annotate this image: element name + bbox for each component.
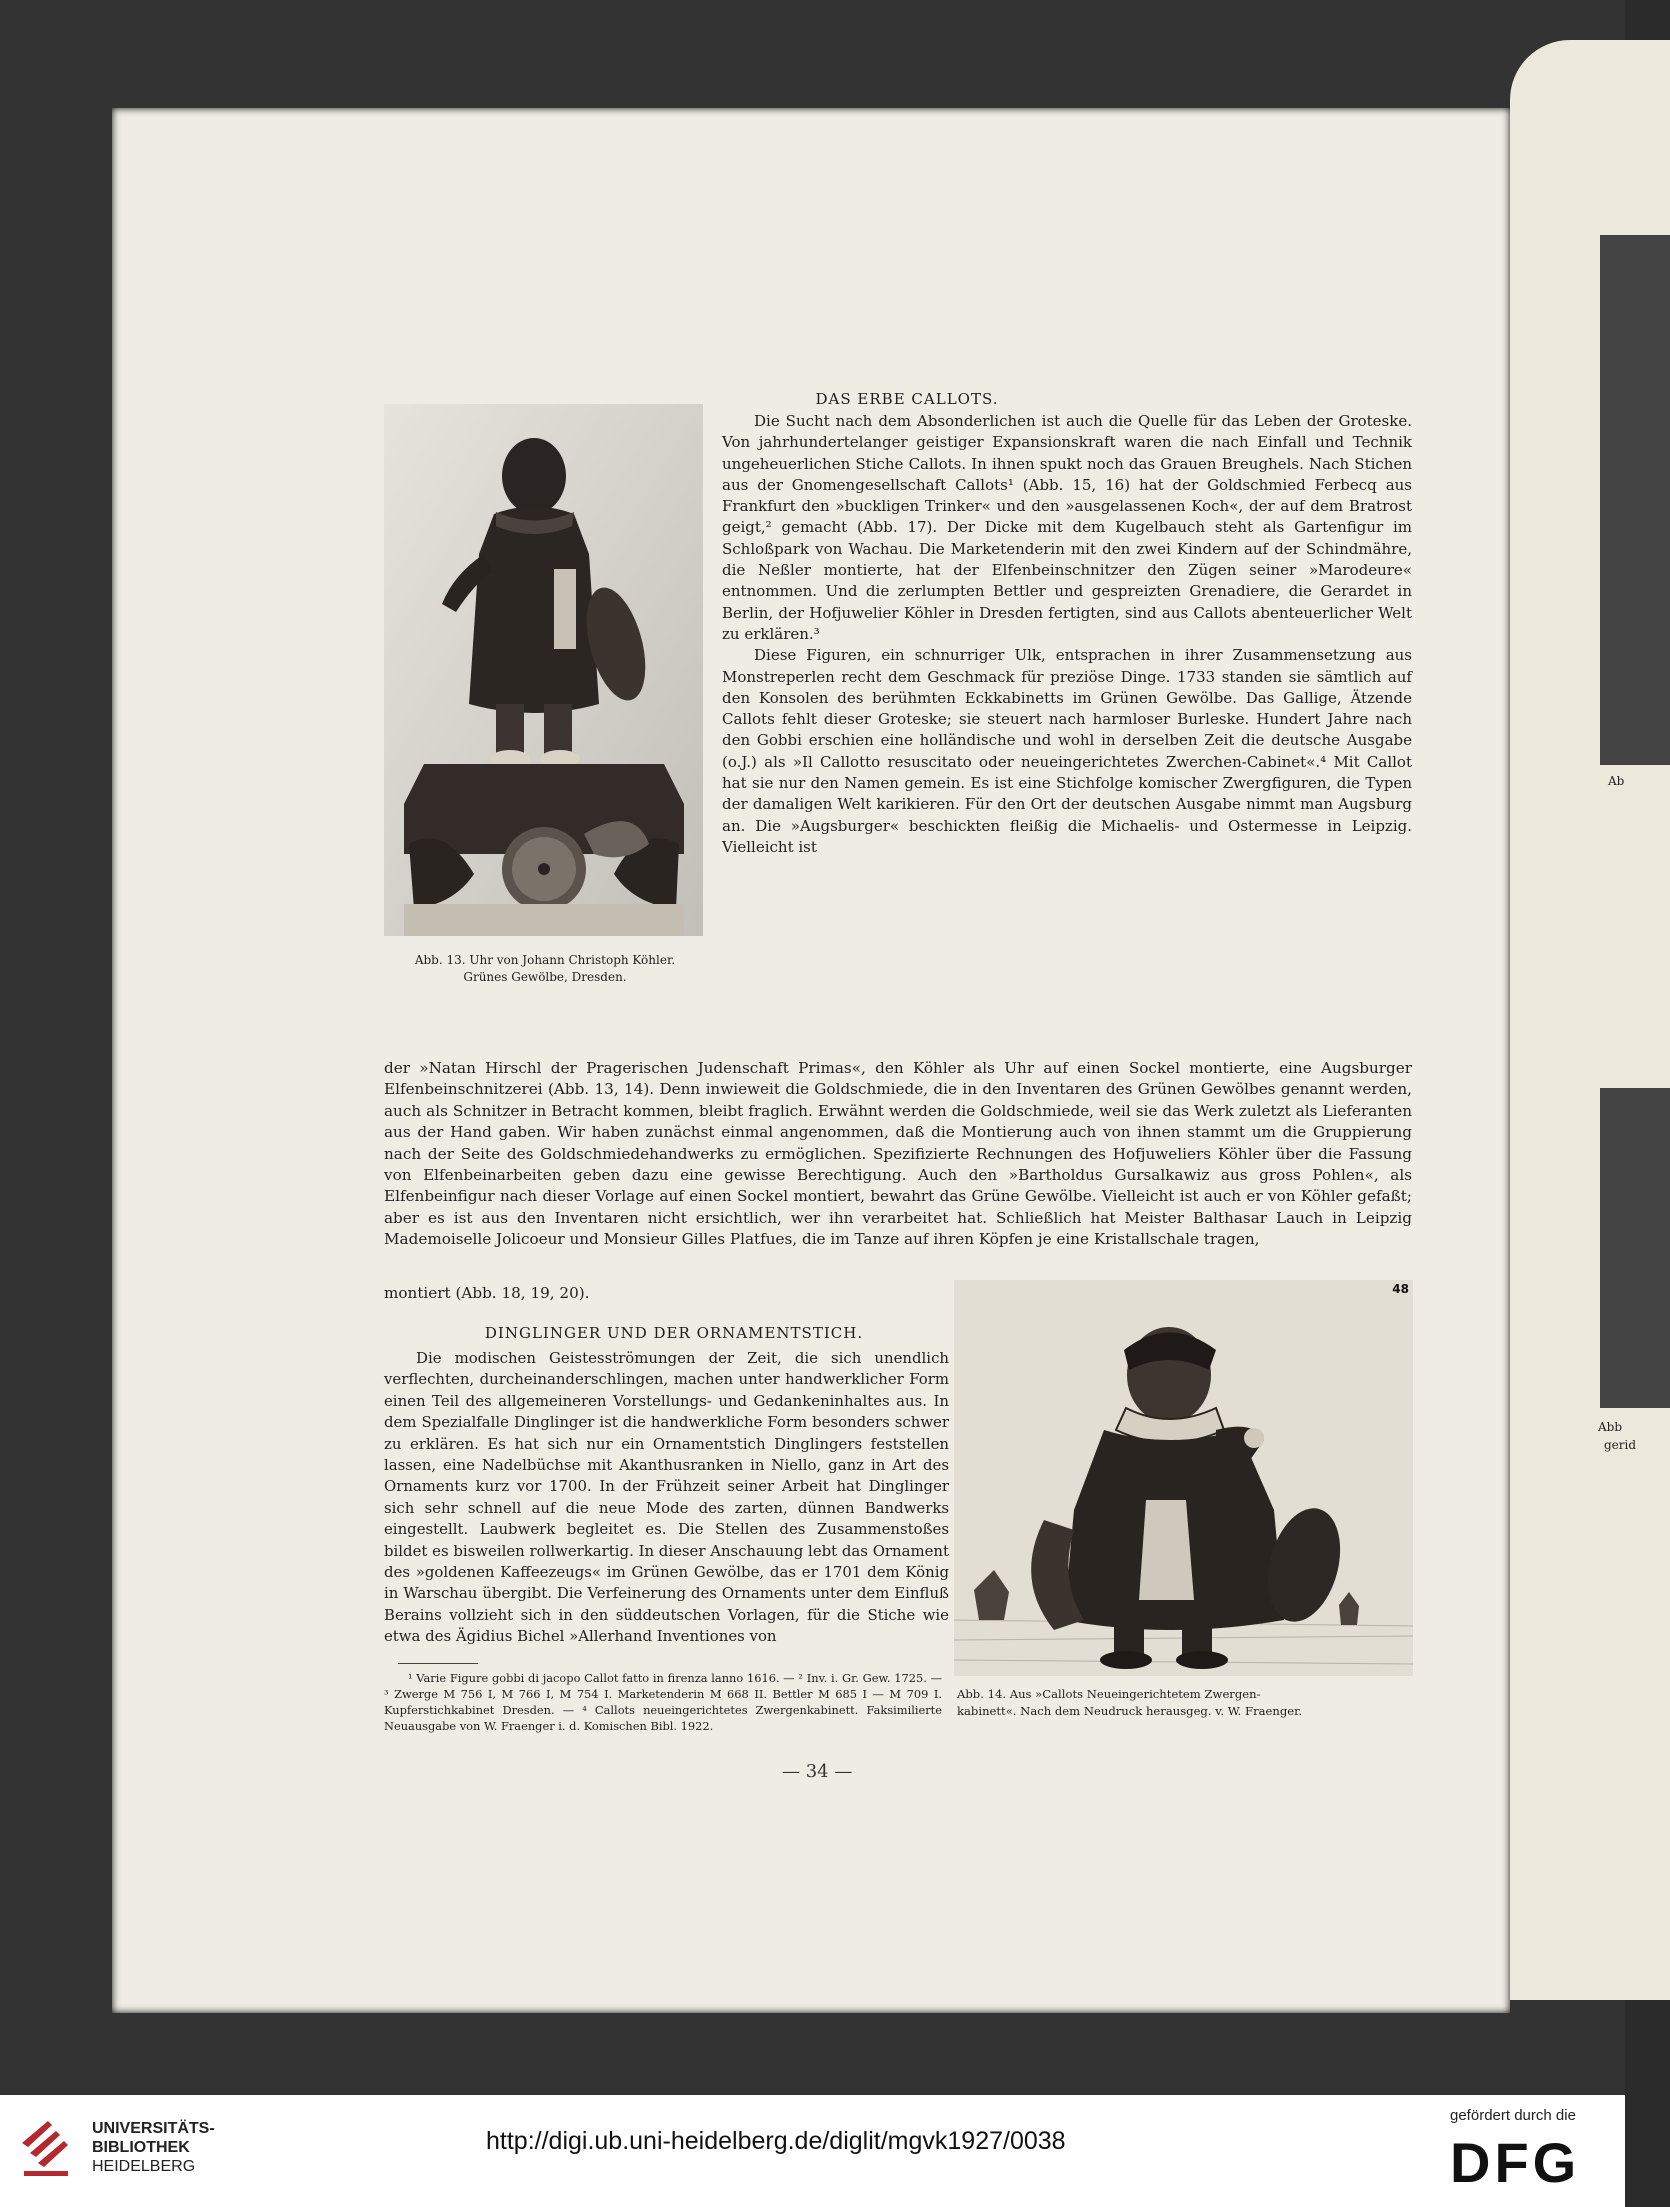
university-library-logo xyxy=(18,2113,80,2183)
figure-14-illustration xyxy=(954,1280,1413,1676)
adjacent-figure-bottom xyxy=(1600,1088,1670,1408)
section-1-paragraph-2: Diese Figuren, ein schnurriger Ulk, entsprachen in ihrer Zusammensetzung aus Monstreperlen recht dem Geschmack für preziöse Dinge. 1733 standen sie sämtlich auf den Konsolen des berühmten Eckkabinetts im Grünen Gewölbe. Das Gallige, Ätzende Callots fehlt dieser Groteske; sie steuert nach harmloser Burleske. Hundert Jahre nach den Gobbi erschien eine holländische und wohl in derselben Zeit die deutsche Ausgabe (o.J.) als »Il Callotto resuscitato oder neueingerichtetes Zwerchen-Cabinet«.⁴ Mit Callot hat sie nur den Namen gemein. Es ist eine Stichfolge komischer Zwergfiguren, die Typen der damaligen Welt karikieren. Für den Ort der deutschen Ausgabe nimmt man Augsburg an. Die »Augsburger« beschickten fleißig die Michaelis- und Ostermesse in Leipzig. Vielleicht ist xyxy=(722,646,1412,856)
adjacent-figure-top xyxy=(1600,235,1670,765)
permalink-url[interactable]: http://digi.ub.uni-heidelberg.de/diglit/mgvk1927/0038 xyxy=(486,2127,1066,2155)
book-page xyxy=(112,108,1510,2013)
section-1-continuation-text: der »Natan Hirschl der Pragerischen Judenschaft Primas«, den Köhler als Uhr auf einen Sockel montierte, eine Augsburger Elfenbeinschnitzerei (Abb. 13, 14). Denn inwieweit die Goldschmiede, die in den Inventaren des Grünen Gewölbes genannt werden, auch als Schnitzer in Betracht kommen, bleibt fraglich. Erwähnt werden die Goldschmiede, weil sie das Werk zuletzt als Lieferanten aus der Hand gaben. Wir haben zunächst einmal angenommen, daß die Montierung auch von ihnen stammt um die Gruppierung nach der Seite des Goldschmiedehandwerks zu ermöglichen. Spezifizierte Rechnungen des Hofjuweliers Köhler über die Fassung von Elfenbeinarbeiten geben dazu eine gewisse Berechtigung. Auch den »Bartholdus Gursalkawiz aus gross Pohlen«, als Elfenbeinfigur nach dieser Vorlage auf einen Sockel montiert, bewahrt das Grüne Gewölbe. Vielleicht ist auch er von Köhler gefaßt; aber es ist aus den Inventaren nicht ersichtlich, wer ihn verarbeitet hat. Schließlich hat Meister Balthasar Lauch in Leipzig Mademoiselle Jolicoeur und Monsieur Gilles Platfues, die im Tanze auf ihren Köpfen je eine Kristallschale tragen, xyxy=(384,1059,1412,1249)
section-1-continuation-end: montiert (Abb. 18, 19, 20). xyxy=(384,1284,590,1302)
figure-13-caption-line-1: Abb. 13. Uhr von Johann Christoph Köhler. xyxy=(414,953,676,967)
figure-14-caption-line-1: Abb. 14. Aus »Callots Neueingerichtetem Zwergen- xyxy=(957,1687,1261,1701)
section-1-heading: DAS ERBE CALLOTS. xyxy=(815,390,999,408)
footnotes: ¹ Varie Figure gobbi di jacopo Callot fatto in firenza lanno 1616. — ² Inv. i. Gr. Gew. 1725. — ³ Zwerge M 756 I, M 766 I, M 754 I. Marketenderin M 668 II. Bettler M 685 I — M 709 I. Kupferstichkabinet Dresden. — ⁴ Callots neueingerichtetes Zwergenkabinett. Faksimilierte Neuausgabe von W. Fraenger i. d. Komischen Bibl. 1922. xyxy=(384,1671,942,1733)
page-number: — 34 — xyxy=(782,1761,853,1782)
library-name-line-2: BIBLIOTHEK xyxy=(92,2139,190,2156)
library-name-line-3: HEIDELBERG xyxy=(92,2158,196,2175)
figure-14-caption xyxy=(957,1686,1417,1720)
footnote-rule xyxy=(398,1663,478,1664)
university-library-name xyxy=(92,2119,215,2176)
figure-13-caption-line-2: Grünes Gewölbe, Dresden. xyxy=(463,970,627,984)
footer-bar xyxy=(0,2095,1625,2207)
figure-14-plate-number: 48 xyxy=(1392,1282,1409,1296)
section-2-paragraph: Die modischen Geistesströmungen der Zeit, die sich unendlich verflechten, durcheinanderschlingen, machen unter handwerklicher Form einen Teil des allgemeineren Vorstellungs- und Gedankeninhaltes aus. In dem Spezialfalle Dinglinger ist die handwerkliche Form besonders schwer zu erklären. Es hat sich nur ein Ornamentstich Dinglingers feststellen lassen, eine Nadelbüchse mit Akanthusranken in Niello, ganz in Art des Ornaments kurz vor 1700. In der Frühzeit seiner Arbeit hat Dinglinger sich sehr schnell auf die neue Mode des zarten, dünnen Bandwerks eingestellt. Laubwerk begleitet es. Die Stellen des Zusammenstoßes bildet es bisweilen rollwerkartig. In dieser Anschauung lebt das Ornament des »goldenen Kaffeezeugs« im Grünen Gewölbe, das er 1701 dem König in Warschau übergibt. Die Verfeinerung des Ornaments unter dem Einfluß Berains vollzieht sich in den süddeutschen Vorlagen, für die Stiche wie etwa des Ägidius Bichel »Allerhand Inventiones von xyxy=(384,1349,949,1646)
adjacent-caption-bottom-2: gerid xyxy=(1604,1438,1637,1452)
adjacent-page xyxy=(1510,40,1670,2000)
section-2-column xyxy=(384,1348,949,1648)
figure-13-caption xyxy=(388,952,702,986)
section-1-paragraph-1: Die Sucht nach dem Absonderlichen ist auch die Quelle für das Leben der Groteske. Von jahrhundertelanger geistiger Expansionskraft waren die nach Einfall und Technik ungeheuerlichen Stiche Callots. In ihnen spukt noch das Grauen Breughels. Nach Stichen aus der Gnomengesellschaft Callots¹ (Abb. 15, 16) hat der Goldschmied Ferbecq aus Frankfurt den »buckligen Trinker« und den »ausgelassenen Koch«, der auf dem Bratrost geigt,² gemacht (Abb. 17). Der Dicke mit dem Kugelbauch steht als Gartenfigur im Schloßpark von Wachau. Die Marketenderin mit den zwei Kindern auf der Schindmähre, die Neßler montierte, hat der Elfenbeinschnitzer den Zügen seiner »Marodeure« entnommen. Und die zerlumpten Bettler und gespreizten Grenadiere, die Gerardet in Berlin, der Hofjuwelier Köhler in Dresden fertigten, sind aus Callots abenteuerlicher Welt zu erklären.³ xyxy=(722,412,1412,643)
figure-13-image xyxy=(384,404,703,936)
figure-14-image xyxy=(954,1280,1413,1676)
library-name-line-1: UNIVERSITÄTS- xyxy=(92,2120,215,2137)
library-logo-icon xyxy=(18,2113,80,2183)
figure-14-caption-line-2: kabinett«. Nach dem Neudruck herausgeg. v. W. Fraenger. xyxy=(957,1704,1303,1718)
figure-13-illustration xyxy=(384,404,703,936)
funding-label: gefördert durch die xyxy=(1450,2107,1576,2124)
section-2-heading: DINGLINGER UND DER ORNAMENTSTICH. xyxy=(484,1324,864,1342)
section-1-column xyxy=(722,411,1412,858)
adjacent-caption-bottom-1: Abb xyxy=(1598,1420,1623,1434)
dfg-logo: DFG xyxy=(1450,2131,1581,2194)
adjacent-caption-top: Ab xyxy=(1608,774,1625,788)
section-1-continuation xyxy=(384,1058,1412,1251)
